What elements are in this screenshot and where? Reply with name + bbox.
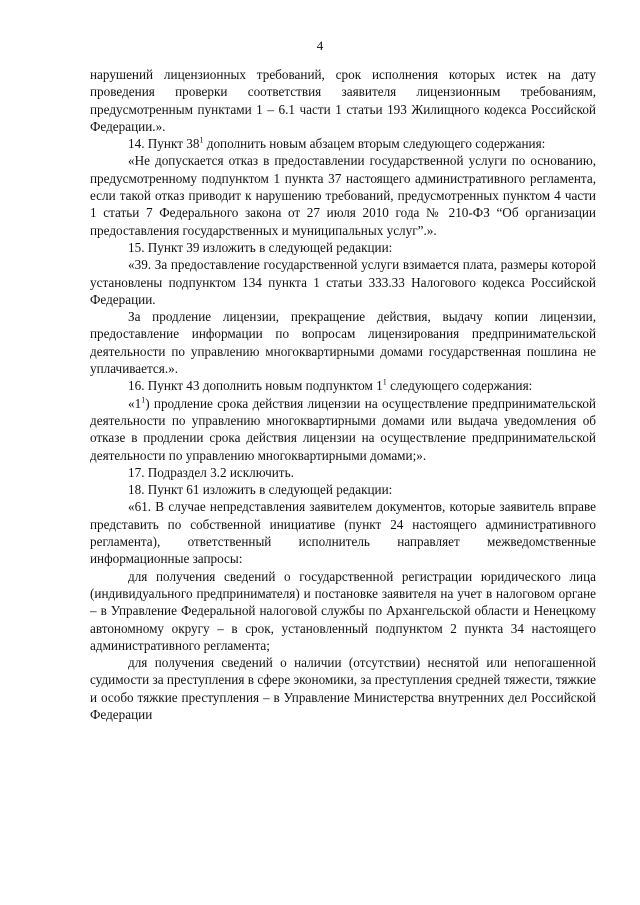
paragraph-item-18: 18. Пункт 61 изложить в следующей редакции: <box>128 482 393 498</box>
paragraph-item-17: 17. Подраздел 3.2 исключить. <box>128 464 294 480</box>
paragraph-state-fee: За продление лицензии, прекращение действия, выдачу копии лицензии, предоставление информации по вопросам лицензирования предпринимательской деятельности по управлению многоквартирными домами государственная пошлина не уплачивается.». <box>90 309 596 377</box>
superscript-one: 1 <box>199 135 204 145</box>
document-body <box>90 66 596 723</box>
paragraph-subpoint-start: «1 <box>128 395 142 411</box>
paragraph-item-15: 15. Пункт 39 изложить в следующей редакции: <box>128 239 393 255</box>
paragraph-quote-refusal: «Не допускается отказ в предоставлении государственной услуги по основанию, предусмотренному подпунктом 1 пункта 37 настоящего административного регламента, если такой отказ приводит к нарушению требований, предусмотренных пунктом 4 части 1 статьи 7 Федерального закона от 27 июля 2010 года № 210-ФЗ “Об организации предоставления государственных и муниципальных услуг”.». <box>90 153 596 238</box>
paragraph-point-39: «39. За предоставление государственной услуги взимается плата, размеры которой установлены подпунктом 134 пункта 1 статьи 333.33 Налогового кодекса Российской Федерации. <box>90 257 596 307</box>
paragraph-item-16 <box>90 377 596 394</box>
paragraph-item-16-end: следующего содержания: <box>386 378 533 394</box>
paragraph-subpoint-end: ) продление срока действия лицензии на осуществление предпринимательской деятельности по управлению многоквартирными домами или выдача уведомления об отказе в продлении срока действия лицензии на осуществление предпринимательской деятельности по управлению многоквартирными домами;». <box>90 395 596 463</box>
paragraph-tax-request: для получения сведений о государственной регистрации юридического лица (индивидуального предпринимателя) и постановке заявителя на учет в налоговом органе – в Управление Федеральной налоговой службы по Архангельской области и Ненецкому автономному округу – в срок, установленный подпунктом 2 пункта 34 настоящего административного регламента; <box>90 568 596 653</box>
paragraph-subpoint-1-1 <box>90 395 596 464</box>
superscript-one: 1 <box>382 377 387 387</box>
paragraph-item-14-start: 14. Пункт 38 <box>128 136 200 152</box>
paragraph-criminal-record-request: для получения сведений о наличии (отсутствии) неснятой или непогашенной судимости за преступления в сфере экономики, за преступления средней тяжести, тяжкие и особо тяжкие преступления – в Управление Министерства внутренних дел Российской Федерации <box>90 655 596 722</box>
paragraph-item-14 <box>90 135 596 152</box>
paragraph-point-61: «61. В случае непредставления заявителем документов, которые заявитель вправе представить по собственной инициативе (пункт 24 настоящего административного регламента), ответственный исполнитель направляет межведомственные информационные запросы: <box>90 499 596 567</box>
paragraph-item-14-end: дополнить новым абзацем вторым следующего содержания: <box>203 136 546 152</box>
paragraph-item-16-start: 16. Пункт 43 дополнить новым подпунктом 1 <box>128 378 383 394</box>
page-number: 4 <box>316 38 324 53</box>
paragraph-continuation: нарушений лицензионных требований, срок исполнения которых истек на дату проведения проверки соответствия заявителя лицензионным требованиям, предусмотренным пунктами 1 – 6.1 части 1 статьи 193 Жилищного кодекса Российской Федерации.». <box>90 67 596 134</box>
superscript-one: 1 <box>141 395 146 405</box>
